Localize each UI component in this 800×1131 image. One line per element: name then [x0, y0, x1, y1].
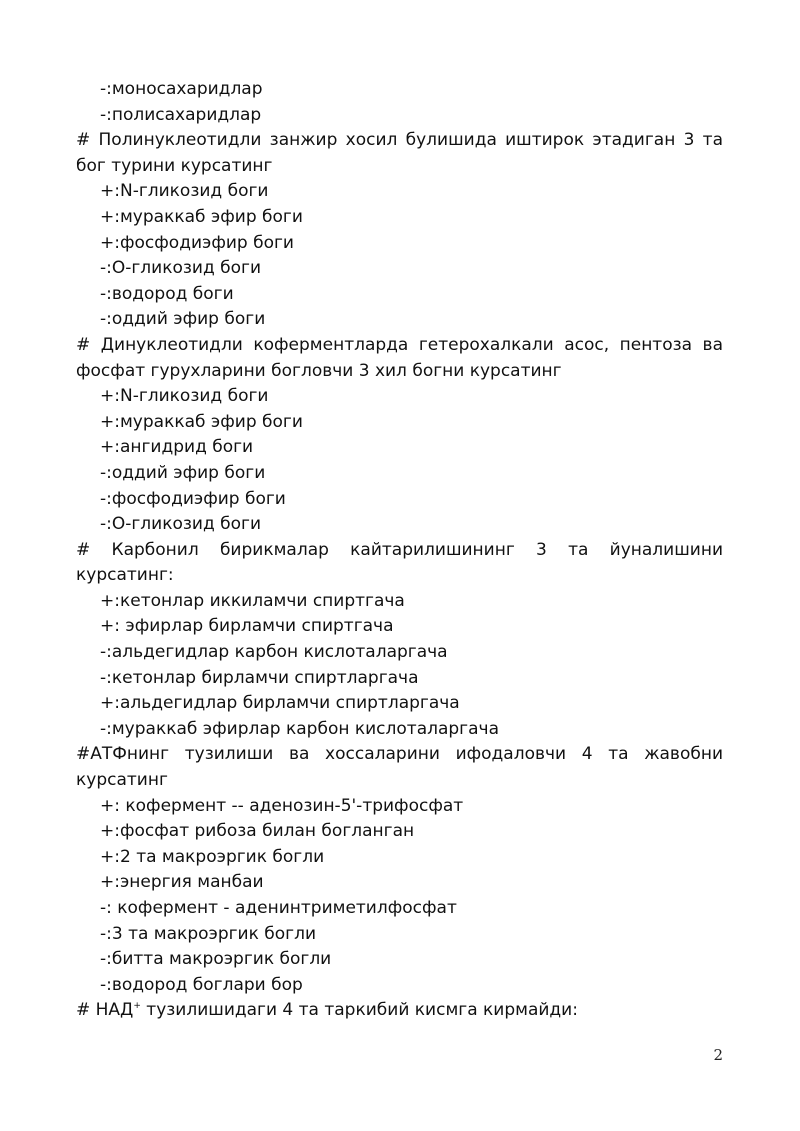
option-line: +: эфирлар бирламчи спиртгача	[100, 616, 394, 637]
option-line: -:фосфодиэфир боги	[100, 488, 286, 509]
page-content	[76, 77, 723, 1024]
option-line: -:альдегидлар карбон кислоталаргача	[100, 642, 448, 663]
option-line: -:мураккаб эфирлар карбон кислоталаргача	[100, 718, 499, 739]
option-line: +:кетонлар иккиламчи спиртгача	[100, 590, 405, 611]
option-line: +:фосфодиэфир боги	[100, 232, 294, 253]
option-line: +:мураккаб эфир боги	[100, 206, 303, 227]
option-line: -: кофермент - аденинтриметилфосфат	[100, 898, 457, 918]
option-line: +:N-гликозид боги	[100, 386, 269, 407]
option-line: +:энергия манбаи	[100, 872, 264, 893]
option-line: -:битта макроэргик богли	[100, 949, 332, 970]
option-line: -:оддий эфир боги	[100, 462, 266, 483]
option-line: -:оддий эфир боги	[100, 309, 266, 330]
question-5-suffix: тузилишидаги 4 та таркибий кисмга кирмайди:	[140, 1000, 578, 1021]
option-line: +:мураккаб эфир боги	[100, 411, 303, 432]
option-line: +:альдегидлар бирламчи спиртларгача	[100, 693, 460, 714]
option-line: -:водород боги	[100, 283, 234, 304]
question-4-text: #АТФнинг тузилиши ва хоссаларини ифодаловчи 4 та жавобни курсатинг	[76, 744, 723, 791]
option-line: -:кетонлар бирламчи спиртларгача	[100, 667, 419, 688]
option-line: -:О-гликозид боги	[100, 514, 262, 535]
page-number: 2	[713, 1046, 723, 1064]
question-1-text: # Полинуклеотидли занжир хосил булишида иштирок этадиган 3 та бог турини курсатинг	[76, 130, 723, 176]
option-line: -:3 та макроэргик богли	[100, 923, 317, 944]
option-line: +: кофермент -- аденозин-5'-трифосфат	[100, 795, 464, 816]
option-line: +:2 та макроэргик богли	[100, 846, 325, 867]
question-2-text: # Динуклеотидли коферментларда гетерохалкали асос, пентоза ва фосфат гурухларини богловчи 3 хил богни курсатинг	[76, 334, 723, 381]
question-3-text: # Карбонил бирикмалар кайтарилишининг 3 та йуналишини курсатинг:	[76, 539, 723, 586]
option-line: +:N-гликозид боги	[100, 181, 269, 202]
question-5-prefix: # НАД	[76, 1000, 134, 1021]
option-line: -:моносахаридлар	[100, 79, 263, 99]
option-line: +:фосфат рибоза билан богланган	[100, 821, 415, 842]
option-line: +:ангидрид боги	[100, 437, 254, 458]
question-5-superscript: +	[133, 1001, 141, 1012]
option-line: -:полисахаридлар	[100, 104, 262, 125]
option-line: -:водород боглари бор	[100, 974, 303, 995]
option-line: -:О-гликозид боги	[100, 258, 262, 279]
question-5-text	[76, 998, 723, 1024]
